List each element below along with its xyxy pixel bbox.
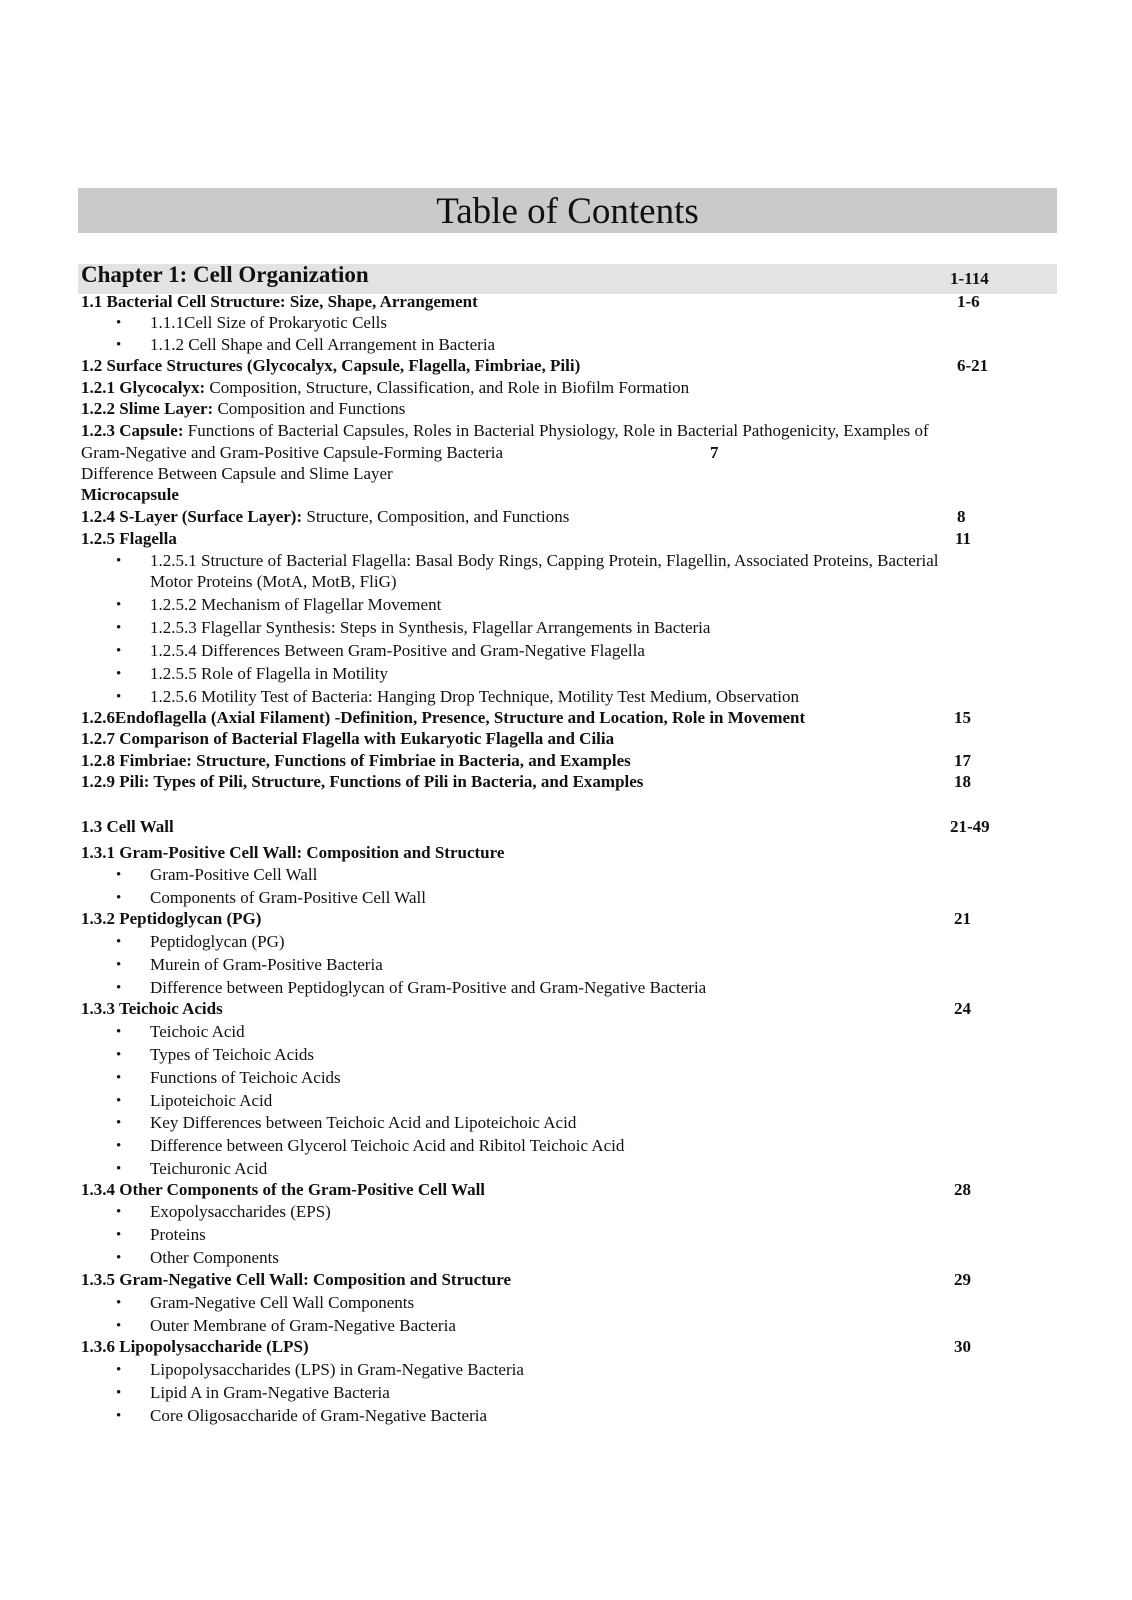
toc-subentry-text: Lipoteichoic Acid: [150, 1091, 273, 1110]
toc-entry-heading: 1.2.2 Slime Layer: Composition and Functions: [81, 399, 406, 418]
bullet-icon: •: [116, 315, 122, 331]
toc-subentry-text: 1.2.5.5 Role of Flagella in Motility: [150, 664, 388, 683]
toc-subentry-text: Gram-Positive Cell Wall: [150, 865, 318, 884]
bullet-icon: •: [116, 957, 122, 973]
toc-entry-heading: Microcapsule: [81, 485, 179, 504]
toc-page-number: 30: [954, 1337, 971, 1356]
chapter-pages: 1-114: [950, 269, 989, 288]
toc-subentry-text: 1.2.5.3 Flagellar Synthesis: Steps in Synthesis, Flagellar Arrangements in Bacteria: [150, 618, 711, 637]
bullet-icon: •: [116, 620, 122, 636]
toc-entry-text: Difference Between Capsule and Slime Layer: [81, 464, 393, 483]
toc-subentry-text: Lipopolysaccharides (LPS) in Gram-Negative Bacteria: [150, 1360, 524, 1379]
toc-subentry-text: Teichoic Acid: [150, 1022, 245, 1041]
toc-subentry-text: Teichuronic Acid: [150, 1159, 268, 1178]
bullet-icon: •: [116, 890, 122, 906]
toc-subentry-text: Difference between Glycerol Teichoic Acid and Ribitol Teichoic Acid: [150, 1136, 625, 1155]
toc-subentry-text: Outer Membrane of Gram-Negative Bacteria: [150, 1316, 456, 1335]
toc-page-number: 24: [954, 999, 971, 1018]
toc-page-number: 1-6: [957, 292, 980, 311]
toc-entry-heading: 1.3.4 Other Components of the Gram-Positive Cell Wall: [81, 1180, 486, 1199]
bullet-icon: •: [116, 934, 122, 950]
bullet-icon: •: [116, 1227, 122, 1243]
bullet-icon: •: [116, 1250, 122, 1266]
bullet-icon: •: [116, 980, 122, 996]
toc-entry-heading: 1.3.2 Peptidoglycan (PG): [81, 909, 262, 928]
toc-entry-heading: 1.2.5 Flagella: [81, 529, 177, 548]
toc-entry-heading: 1.3 Cell Wall: [81, 817, 174, 836]
bullet-icon: •: [116, 689, 122, 705]
bullet-icon: •: [116, 1318, 122, 1334]
bullet-icon: •: [116, 1362, 122, 1378]
toc-subentry-text: 1.2.5.2 Mechanism of Flagellar Movement: [150, 595, 442, 614]
toc-entry-heading: 1.3.1 Gram-Positive Cell Wall: Composition and Structure: [81, 843, 505, 862]
toc-subentry-text: Lipid A in Gram-Negative Bacteria: [150, 1383, 390, 1402]
toc-entry-text: Gram-Negative and Gram-Positive Capsule-Forming Bacteria: [81, 443, 504, 462]
toc-subentry-text: Peptidoglycan (PG): [150, 932, 285, 951]
toc-page-number: 29: [954, 1270, 971, 1289]
bullet-icon: •: [116, 1295, 122, 1311]
toc-page-number: 18: [954, 772, 971, 791]
toc-entry-heading: 1.3.5 Gram-Negative Cell Wall: Composition and Structure: [81, 1270, 512, 1289]
toc-subentry-continuation: Motor Proteins (MotA, MotB, FliG): [150, 572, 397, 591]
bullet-icon: •: [116, 1138, 122, 1154]
toc-entry-heading: 1.3.6 Lipopolysaccharide (LPS): [81, 1337, 309, 1356]
toc-page-number: 11: [955, 529, 972, 548]
toc-page-number: 8: [957, 507, 966, 526]
toc-subentry-text: 1.2.5.4 Differences Between Gram-Positive and Gram-Negative Flagella: [150, 641, 645, 660]
toc-entry-heading: 1.2.3 Capsule: Functions of Bacterial Capsules, Roles in Bacterial Physiology, Role in Bacterial Pathogenicity, Examples of: [81, 421, 929, 440]
bullet-icon: •: [116, 597, 122, 613]
bullet-icon: •: [116, 1070, 122, 1086]
toc-entry-description: Composition and Functions: [213, 399, 406, 418]
bullet-icon: •: [116, 1161, 122, 1177]
toc-page-number: 7: [710, 443, 719, 462]
bullet-icon: •: [116, 666, 122, 682]
bullet-icon: •: [116, 1024, 122, 1040]
toc-entry-heading: 1.2.9 Pili: Types of Pili, Structure, Functions of Pili in Bacteria, and Examples: [81, 772, 644, 791]
toc-entry-heading: 1.2.7 Comparison of Bacterial Flagella with Eukaryotic Flagella and Cilia: [81, 729, 615, 748]
toc-subentry-text: Gram-Negative Cell Wall Components: [150, 1293, 415, 1312]
toc-subentry-text: 1.1.1Cell Size of Prokaryotic Cells: [150, 313, 388, 332]
toc-page-number: 28: [954, 1180, 971, 1199]
chapter-title: Chapter 1: Cell Organization: [81, 262, 369, 287]
toc-entry-heading: 1.2.1 Glycocalyx: Composition, Structure, Classification, and Role in Biofilm Formation: [81, 378, 690, 397]
bullet-icon: •: [116, 1093, 122, 1109]
toc-entry-heading: 1.2.8 Fimbriae: Structure, Functions of Fimbriae in Bacteria, and Examples: [81, 751, 631, 770]
toc-subentry-text: Components of Gram-Positive Cell Wall: [150, 888, 426, 907]
toc-subentry-text: Other Components: [150, 1248, 279, 1267]
toc-page-number: 21: [954, 909, 971, 928]
toc-subentry-text: Murein of Gram-Positive Bacteria: [150, 955, 383, 974]
toc-subentry-text: 1.2.5.1 Structure of Bacterial Flagella: Basal Body Rings, Capping Protein, Flagellin, Associated Proteins, Bacterial: [150, 551, 939, 570]
toc-subentry-text: Exopolysaccharides (EPS): [150, 1202, 331, 1221]
toc-entry-heading: 1.2 Surface Structures (Glycocalyx, Capsule, Flagella, Fimbriae, Pili): [81, 356, 581, 375]
toc-subentry-text: Functions of Teichoic Acids: [150, 1068, 341, 1087]
toc-entry-heading: 1.2.6Endoflagella (Axial Filament) -Definition, Presence, Structure and Location, Role in Movement: [81, 708, 806, 727]
toc-entry-description: Structure, Composition, and Functions: [302, 507, 570, 526]
bullet-icon: •: [116, 1204, 122, 1220]
toc-page-number: 15: [954, 708, 971, 727]
bullet-icon: •: [116, 1385, 122, 1401]
bullet-icon: •: [116, 337, 122, 353]
toc-title: Table of Contents: [78, 188, 1057, 233]
bullet-icon: •: [116, 553, 122, 569]
toc-entry-heading: 1.3.3 Teichoic Acids: [81, 999, 223, 1018]
toc-subentry-text: Difference between Peptidoglycan of Gram-Positive and Gram-Negative Bacteria: [150, 978, 707, 997]
toc-entry-heading: 1.2.4 S-Layer (Surface Layer): Structure, Composition, and Functions: [81, 507, 570, 526]
toc-page-number: 6-21: [957, 356, 989, 375]
toc-subentry-text: 1.2.5.6 Motility Test of Bacteria: Hanging Drop Technique, Motility Test Medium, Observation: [150, 687, 799, 706]
toc-subentry-text: Proteins: [150, 1225, 206, 1244]
toc-subentry-text: Core Oligosaccharide of Gram-Negative Bacteria: [150, 1406, 488, 1425]
bullet-icon: •: [116, 867, 122, 883]
toc-entry-heading: 1.1 Bacterial Cell Structure: Size, Shape, Arrangement: [81, 292, 478, 311]
bullet-icon: •: [116, 1115, 122, 1131]
toc-entry-description: Composition, Structure, Classification, and Role in Biofilm Formation: [205, 378, 690, 397]
toc-entry-description: Functions of Bacterial Capsules, Roles in Bacterial Physiology, Role in Bacterial Pathogenicity, Examples of: [183, 421, 929, 440]
bullet-icon: •: [116, 1408, 122, 1424]
toc-subentry-text: Key Differences between Teichoic Acid and Lipoteichoic Acid: [150, 1113, 577, 1132]
toc-page-number: 17: [954, 751, 971, 770]
toc-page-number: 21-49: [950, 817, 990, 836]
bullet-icon: •: [116, 643, 122, 659]
bullet-icon: •: [116, 1047, 122, 1063]
toc-subentry-text: Types of Teichoic Acids: [150, 1045, 314, 1064]
toc-subentry-text: 1.1.2 Cell Shape and Cell Arrangement in Bacteria: [150, 335, 496, 354]
